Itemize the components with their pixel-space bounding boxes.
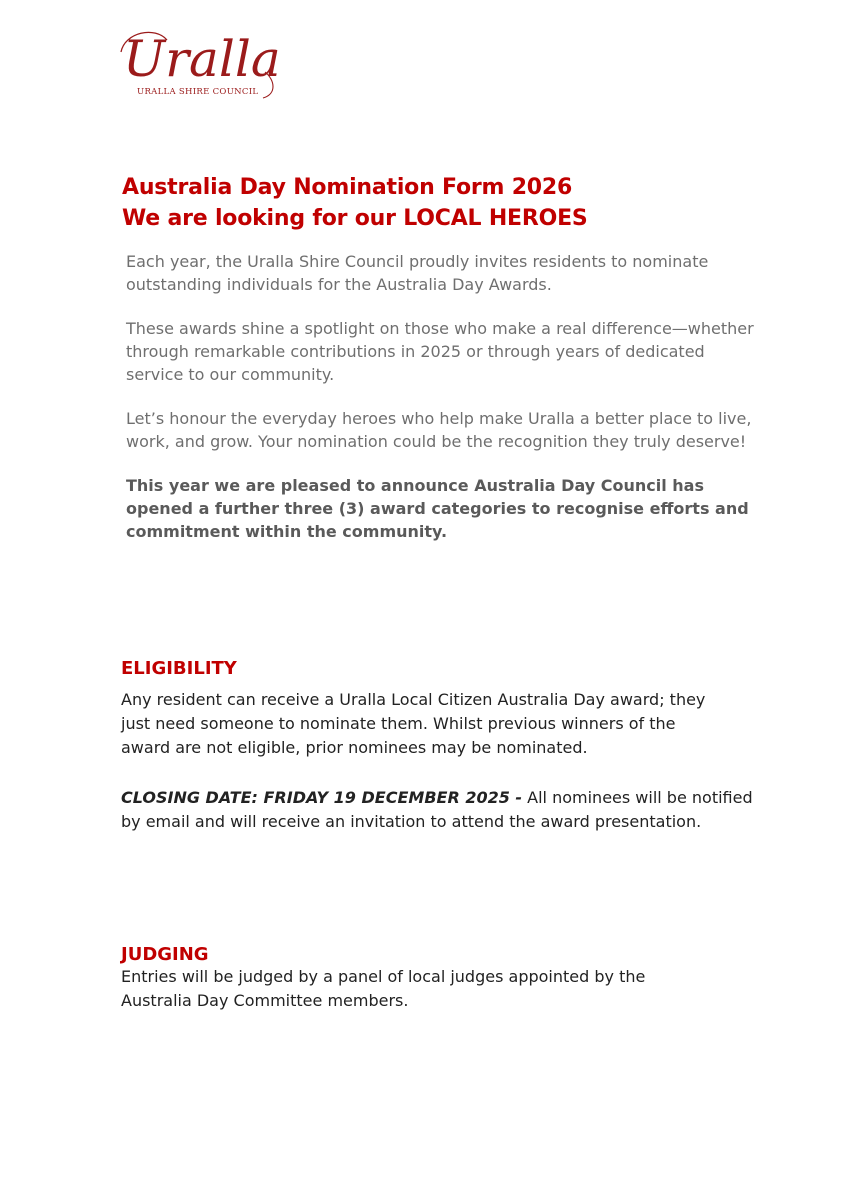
intro-paragraph-1: Each year, the Uralla Shire Council proudly invites residents to nominate outstanding individuals for the Australia Day Awards. xyxy=(126,252,709,294)
eligibility-line-1: Any resident can receive a Uralla Local Citizen Australia Day award; they xyxy=(121,690,706,709)
logo-wordmark: Uralla xyxy=(123,30,281,88)
closing-date-text: All nominees will be notified by email and will receive an invitation to attend the award presentation. xyxy=(121,788,753,831)
eligibility-text xyxy=(121,688,761,760)
intro-paragraph-3: Let’s honour the everyday heroes who help make Uralla a better place to live, work, and grow. Your nomination could be the recognition they truly deserve! xyxy=(126,409,752,451)
judging-heading: JUDGING xyxy=(121,944,209,965)
judging-line-2: Australia Day Committee members. xyxy=(121,991,409,1010)
intro-paragraph-2: These awards shine a spotlight on those who make a real difference—whether through remarkable contributions in 2025 or through years of dedicated service to our community. xyxy=(126,319,754,384)
logo-subtitle: URALLA SHIRE COUNCIL xyxy=(137,87,259,97)
title-line-2: We are looking for our LOCAL HEROES xyxy=(122,206,588,231)
judging-text xyxy=(121,965,761,1013)
intro-section xyxy=(126,250,766,564)
eligibility-line-2: just need someone to nominate them. Whilst previous winners of the xyxy=(121,714,676,733)
logo-graphic xyxy=(115,14,290,104)
title-line-1: Australia Day Nomination Form 2026 xyxy=(122,175,573,200)
closing-date-notice xyxy=(121,786,761,834)
closing-date-label: CLOSING DATE: FRIDAY 19 DECEMBER 2025 - xyxy=(121,788,523,807)
page-title xyxy=(122,172,588,234)
intro-announcement: This year we are pleased to announce Australia Day Council has opened a further three (3) award categories to recognise efforts and commitment within the community. xyxy=(126,476,749,541)
eligibility-line-3: award are not eligible, prior nominees may be nominated. xyxy=(121,738,588,757)
uralla-shire-council-logo xyxy=(115,14,290,104)
judging-line-1: Entries will be judged by a panel of local judges appointed by the xyxy=(121,967,646,986)
eligibility-heading: ELIGIBILITY xyxy=(121,658,237,679)
